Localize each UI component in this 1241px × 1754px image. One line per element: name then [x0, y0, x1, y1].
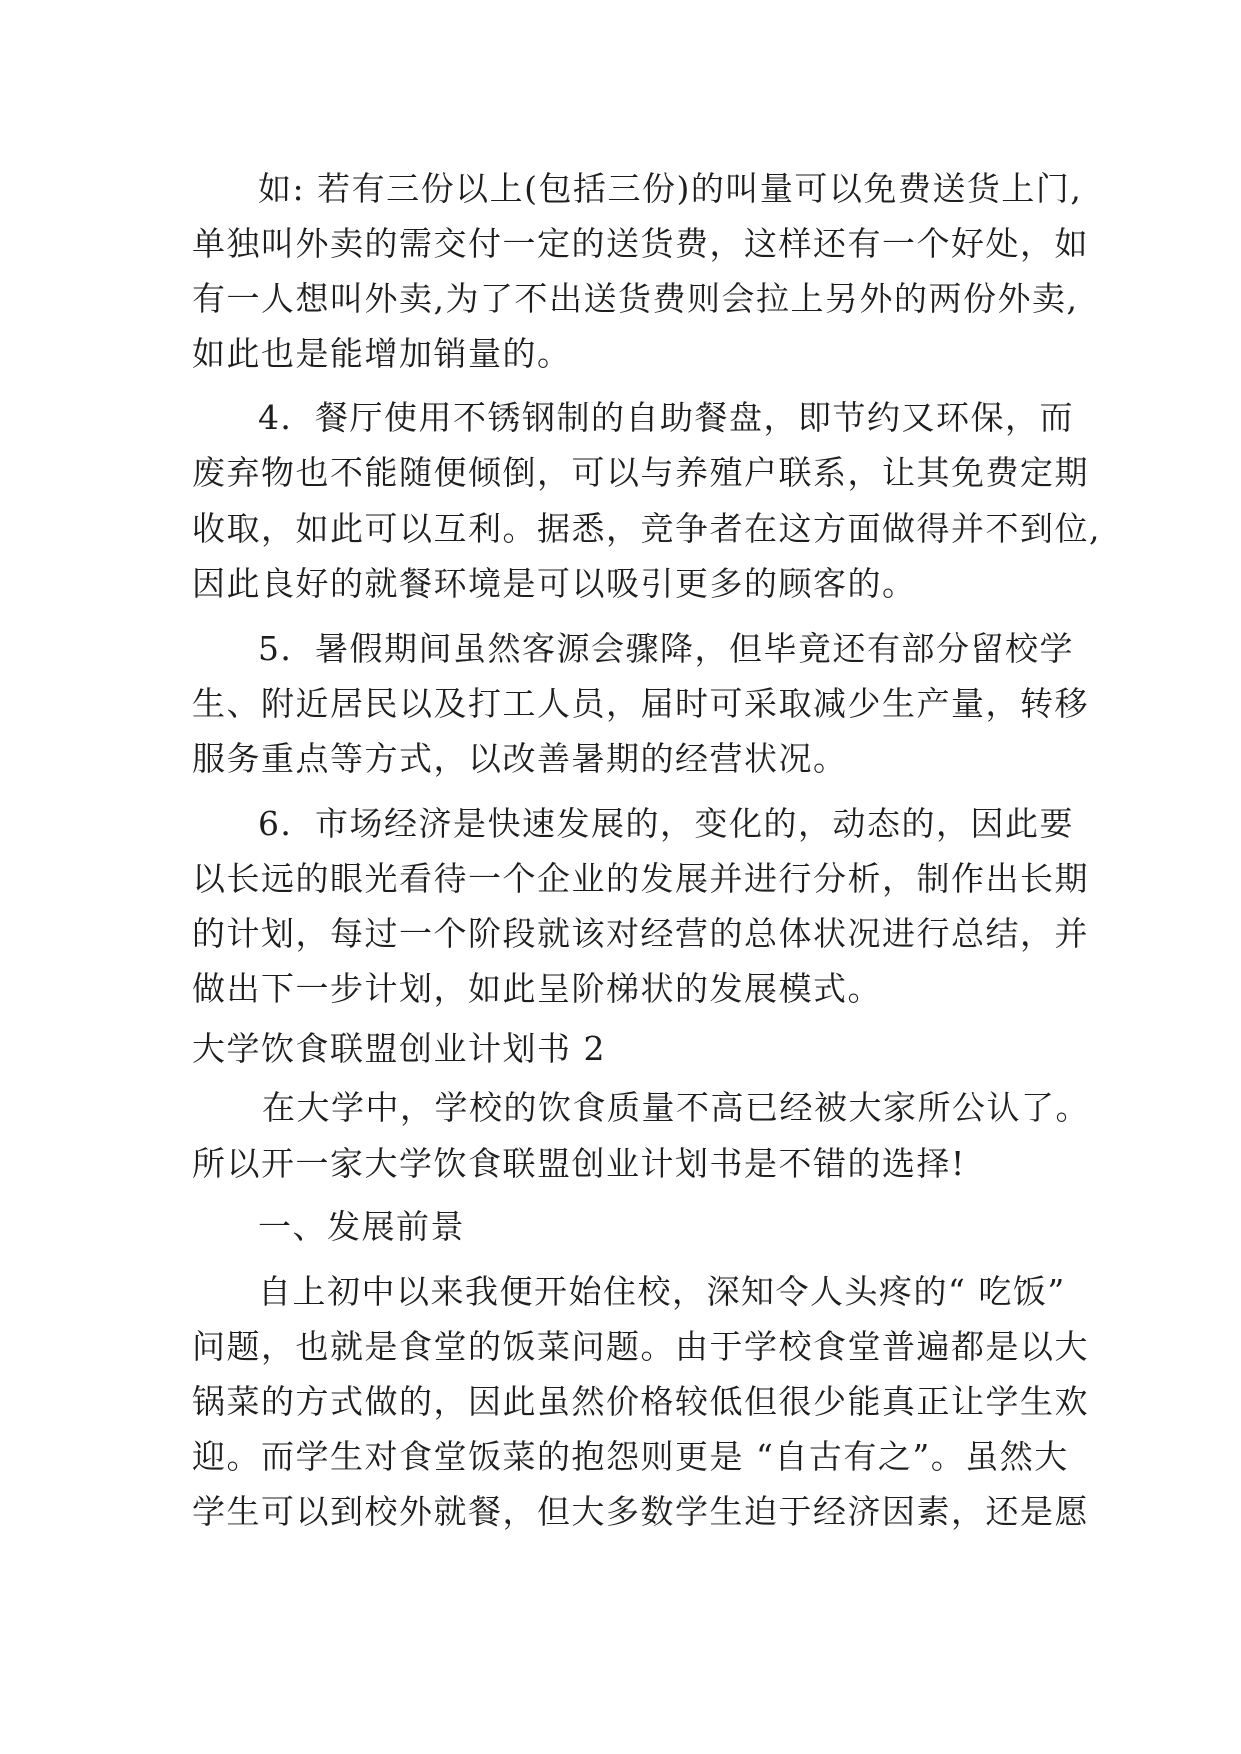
text-line: 做出下一步计划，如此呈阶梯状的发展模式。	[192, 969, 882, 1008]
text-line: 迎。而学生对食堂饭菜的抱怨则更是 “自古有之”。虽然大	[192, 1437, 1069, 1476]
text-line: 服务重点等方式，以改善暑期的经营状况。	[192, 739, 848, 778]
section-heading: 大学饮食联盟创业计划书 2	[192, 1029, 606, 1068]
text-line: 的计划，每过一个阶段就该对经营的总体状况进行总结，并	[192, 914, 1089, 953]
text-line: 4．餐厅使用不锈钢制的自助餐盘，即节约又环保，而	[258, 398, 1074, 437]
text-line: 生、附近居民以及打工人员，届时可采取减少生产量，转移	[192, 684, 1089, 723]
text-line: 如: 若有三份以上(包括三份)的叫量可以免费送货上门,	[258, 169, 1083, 208]
text-line: 所以开一家大学饮食联盟创业计划书是不错的选择!	[192, 1144, 966, 1183]
text-line: 如此也是能增加销量的。	[192, 334, 572, 373]
subheading: 一、发展前景	[258, 1207, 465, 1246]
text-line: 自上初中以来我便开始住校，深知令人头疼的“ 吃饭”	[258, 1272, 1066, 1311]
text-line: 有一人想叫外卖,为了不出送货费则会拉上另外的两份外卖,	[192, 279, 1079, 318]
text-line: 以长远的眼光看待一个企业的发展并进行分析，制作出长期	[192, 859, 1089, 898]
text-line: 问题，也就是食堂的饭菜问题。由于学校食堂普遍都是以大	[192, 1327, 1089, 1366]
text-line: 5．暑假期间虽然客源会骤降，但毕竟还有部分留校学	[258, 629, 1074, 668]
text-line: 因此良好的就餐环境是可以吸引更多的顾客的。	[192, 564, 917, 603]
text-line: 学生可以到校外就餐，但大多数学生迫于经济因素，还是愿	[192, 1492, 1089, 1531]
text-line: 锅菜的方式做的，因此虽然价格较低但很少能真正让学生欢	[192, 1382, 1089, 1421]
text-line: 6．市场经济是快速发展的，变化的，动态的，因此要	[258, 804, 1074, 843]
text-line: 单独叫外卖的需交付一定的送货费，这样还有一个好处，如	[192, 224, 1089, 263]
text-line: 收取，如此可以互利。据悉，竞争者在这方面做得并不到位,	[192, 509, 1101, 548]
text-line: 废弃物也不能随便倾倒，可以与养殖户联系，让其免费定期	[192, 453, 1089, 492]
text-line: 在大学中，学校的饮食质量不高已经被大家所公认了。	[262, 1088, 1090, 1127]
